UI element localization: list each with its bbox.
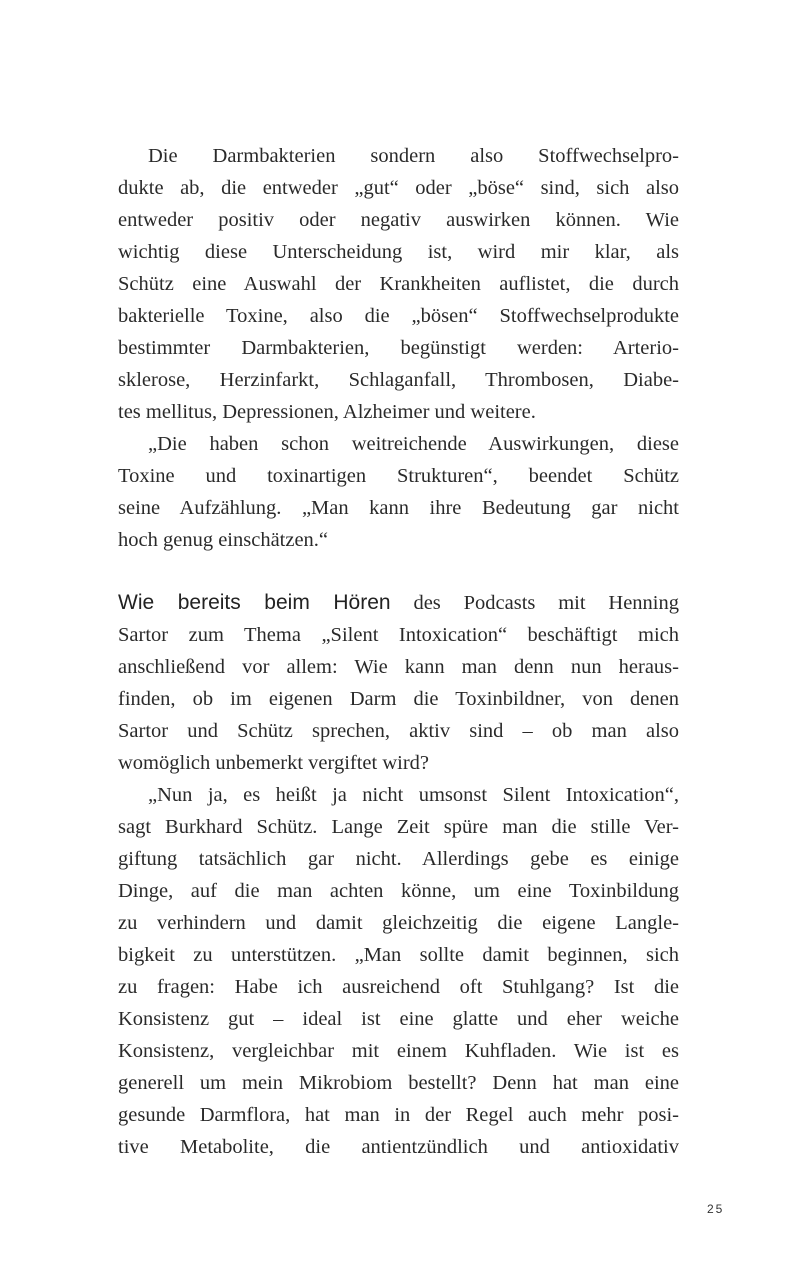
text-line: Toxine und toxinartigen Strukturen“, beendet Schütz	[118, 465, 679, 487]
page-body	[118, 140, 679, 1163]
paragraph-3	[118, 587, 679, 779]
text-line: bigkeit zu unterstützen. „Man sollte damit beginnen, sich	[118, 944, 679, 966]
text-line: tes mellitus, Depressionen, Alzheimer und weitere.	[118, 401, 536, 423]
text-line: seine Aufzählung. „Man kann ihre Bedeutung gar nicht	[118, 497, 679, 519]
text-line: entweder positiv oder negativ auswirken können. Wie	[118, 209, 679, 231]
text-span: des Podcasts mit Henning	[390, 592, 679, 614]
text-line: dukte ab, die entweder „gut“ oder „böse“ sind, sich also	[118, 177, 679, 199]
text-line: giftung tatsächlich gar nicht. Allerdings gebe es einige	[118, 848, 679, 870]
section-gap	[118, 556, 679, 587]
text-line: womöglich unbemerkt vergiftet wird?	[118, 752, 430, 774]
text-line: bakterielle Toxine, also die „bösen“ Stoffwechselprodukte	[118, 305, 679, 327]
text-line: zu fragen: Habe ich ausreichend oft Stuhlgang? Ist die	[118, 976, 679, 998]
text-line: „Die haben schon weitreichende Auswirkungen, diese	[148, 433, 679, 455]
paragraph-1	[118, 140, 679, 428]
text-line: gesunde Darmflora, hat man in der Regel auch mehr posi-	[118, 1104, 679, 1126]
text-line: bestimmter Darmbakterien, begünstigt werden: Arterio-	[118, 337, 679, 359]
page-number: 25	[707, 1202, 725, 1216]
text-line: sklerose, Herzinfarkt, Schlaganfall, Thrombosen, Diabe-	[118, 369, 679, 391]
text-line: wichtig diese Unterscheidung ist, wird mir klar, als	[118, 241, 679, 263]
text-line: „Nun ja, es heißt ja nicht umsonst Silent Intoxication“,	[148, 784, 679, 806]
text-line: Dinge, auf die man achten könne, um eine Toxinbildung	[118, 880, 679, 902]
text-line: finden, ob im eigenen Darm die Toxinbildner, von denen	[118, 688, 679, 710]
text-line: Sartor zum Thema „Silent Intoxication“ beschäftigt mich	[118, 624, 679, 646]
section-lead-in: Wie bereits beim Hören	[118, 591, 391, 614]
text-line	[118, 587, 679, 619]
text-line: hoch genug einschätzen.“	[118, 529, 329, 551]
paragraph-2	[118, 428, 679, 556]
text-line: Konsistenz gut – ideal ist eine glatte und eher weiche	[118, 1008, 679, 1030]
text-line: Die Darmbakterien sondern also Stoffwechselpro-	[148, 145, 679, 167]
text-line: sagt Burkhard Schütz. Lange Zeit spüre man die stille Ver-	[118, 816, 679, 838]
text-line: generell um mein Mikrobiom bestellt? Denn hat man eine	[118, 1072, 679, 1094]
paragraph-4	[118, 779, 679, 1163]
text-line: Sartor und Schütz sprechen, aktiv sind – ob man also	[118, 720, 679, 742]
text-line: zu verhindern und damit gleichzeitig die eigene Langle-	[118, 912, 679, 934]
text-line: tive Metabolite, die antientzündlich und antioxidativ	[118, 1136, 679, 1158]
text-line: Konsistenz, vergleichbar mit einem Kuhfladen. Wie ist es	[118, 1040, 679, 1062]
text-line: anschließend vor allem: Wie kann man denn nun heraus-	[118, 656, 679, 678]
text-line: Schütz eine Auswahl der Krankheiten auflistet, die durch	[118, 273, 679, 295]
